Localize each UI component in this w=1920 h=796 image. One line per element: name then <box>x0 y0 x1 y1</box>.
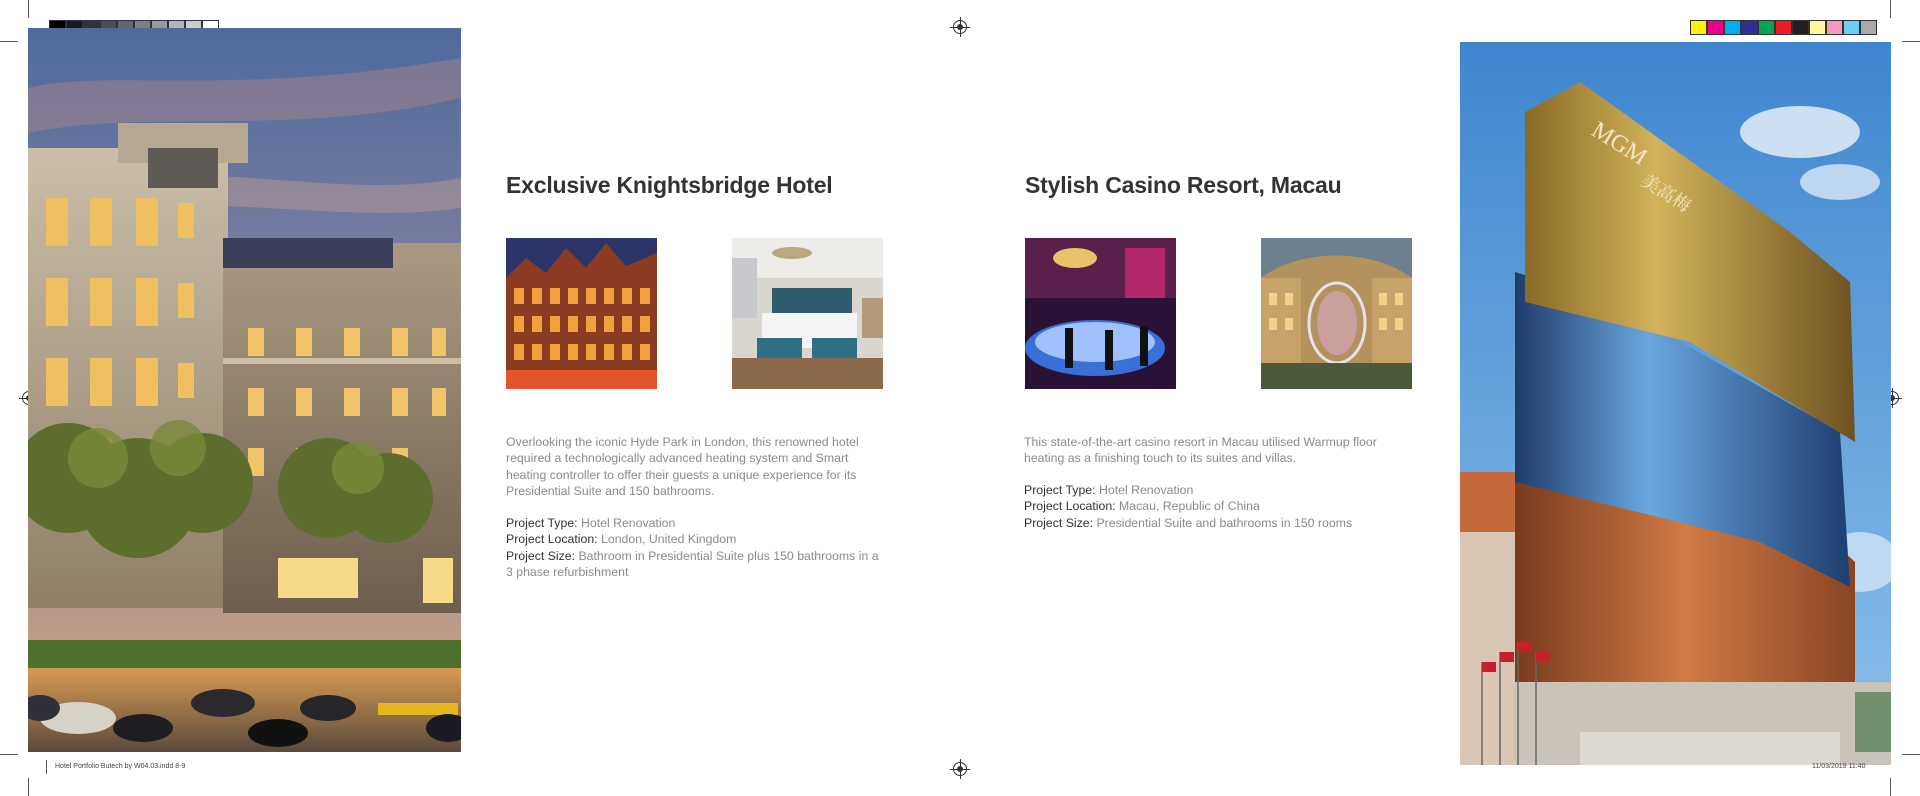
left-project-location <box>506 531 886 547</box>
project-location-label: Project Location: <box>506 532 598 547</box>
left-project-size <box>506 548 886 581</box>
right-project-location <box>1024 498 1414 514</box>
project-type-value: Hotel Renovation <box>580 516 676 530</box>
project-type-value: Hotel Renovation <box>1098 483 1194 497</box>
casino-bar-photo <box>1025 238 1176 389</box>
color-swatch <box>1707 20 1724 35</box>
color-swatch <box>1860 20 1877 35</box>
slug-left: Hotel Portfolio Butech by W04.03.indd 8-9 <box>55 763 186 770</box>
project-size-label: Project Size: <box>506 548 576 563</box>
project-location-label: Project Location: <box>1024 499 1116 514</box>
project-size-value: Presidential Suite and bathrooms in 150 rooms <box>1096 515 1353 530</box>
mgm-tower-photo <box>1460 42 1891 765</box>
left-project-meta <box>506 515 886 580</box>
knightsbridge-hotel-exterior-photo <box>506 238 657 389</box>
right-project-meta <box>1024 482 1414 531</box>
left-project-description: Overlooking the iconic Hyde Park in London, this renowned hotel required a technologically advanced heating system and Smart heating controller to offer their guests a unique experience for its Presidential Suite and 150 bathrooms. <box>506 435 859 498</box>
crop-mark <box>0 754 18 755</box>
crop-mark <box>1902 754 1920 755</box>
color-swatch <box>1690 20 1707 35</box>
casino-atrium-photo <box>1261 238 1412 389</box>
color-swatch <box>1758 20 1775 35</box>
crop-mark <box>28 778 29 796</box>
color-swatch <box>1826 20 1843 35</box>
left-project-type <box>506 515 886 531</box>
color-swatch-bar <box>1690 20 1877 35</box>
left-project-title: Exclusive Knightsbridge Hotel <box>506 172 833 198</box>
slug-right: 11/03/2019 11:40 <box>1812 763 1866 770</box>
color-swatch <box>1843 20 1860 35</box>
knightsbridge-street-photo <box>28 28 461 752</box>
mgm-sign-text: MGM <box>1586 117 1652 171</box>
project-location-value: London, United Kingdom <box>601 532 737 547</box>
crop-mark <box>46 760 47 774</box>
registration-mark-top <box>953 20 967 34</box>
registration-mark-bottom <box>953 762 967 776</box>
project-size-value: Bathroom in Presidential Suite plus 150 bathrooms in a 3 phase refurbishment <box>506 548 879 579</box>
project-location-value: Macau, Republic of China <box>1119 499 1260 514</box>
crop-mark <box>1890 0 1891 18</box>
right-project-size <box>1024 515 1414 531</box>
color-swatch <box>1792 20 1809 35</box>
color-swatch <box>1809 20 1826 35</box>
color-swatch <box>1724 20 1741 35</box>
right-project-description: This state-of-the-art casino resort in Macau utilised Warmup floor heating as a finishing touch to its suites and villas. <box>1024 435 1377 466</box>
color-swatch <box>1741 20 1758 35</box>
knightsbridge-suite-bedroom-photo <box>732 238 883 389</box>
crop-mark <box>1902 41 1920 42</box>
color-swatch <box>1775 20 1792 35</box>
crop-mark <box>1890 778 1891 796</box>
project-size-label: Project Size: <box>1024 515 1094 530</box>
mgm-sign-chinese: 美高梅 <box>1637 170 1695 217</box>
right-project-title: Stylish Casino Resort, Macau <box>1025 172 1342 198</box>
right-project-type <box>1024 482 1414 498</box>
crop-mark <box>28 0 29 18</box>
crop-mark <box>0 41 18 42</box>
project-type-label: Project Type: <box>1024 483 1096 497</box>
project-type-label: Project Type: <box>506 516 578 530</box>
